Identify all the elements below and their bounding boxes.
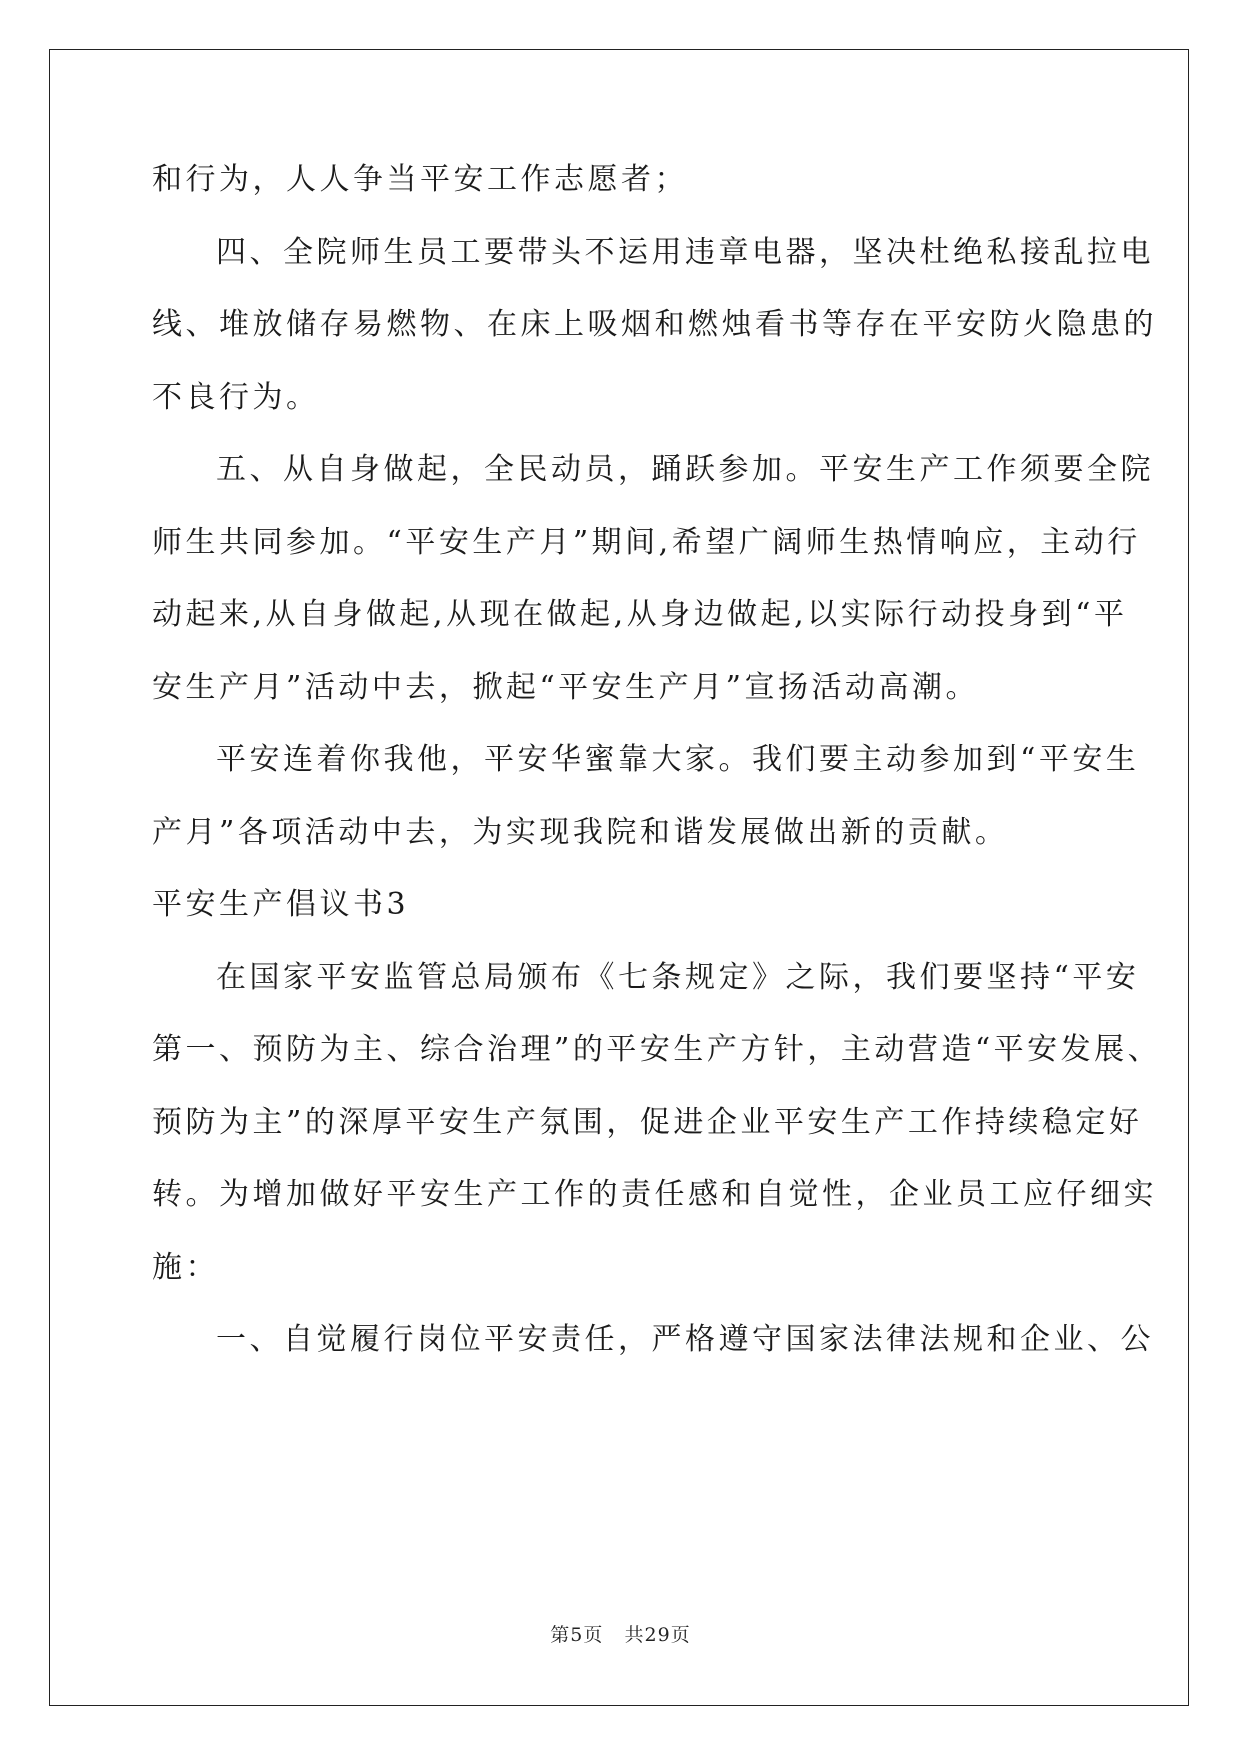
section-heading: 平安生产倡议书3 bbox=[152, 887, 410, 922]
page-footer bbox=[0, 1620, 1241, 1647]
total-prefix: 共 bbox=[624, 1624, 645, 1646]
text-line: 预防为主”的深厚平安生产氛围，促进企业平安生产工作持续稳定好 bbox=[152, 1105, 1143, 1140]
text-line: 动起来,从自身做起,从现在做起,从身边做起,以实际行动投身到“平 bbox=[152, 597, 1128, 632]
page-number: 5 bbox=[570, 1624, 584, 1646]
text-line: 产月”各项活动中去，为实现我院和谐发展做出新的贡献。 bbox=[152, 815, 1009, 850]
total-pages: 29 bbox=[644, 1624, 671, 1646]
text-line: 转。为增加做好平安生产工作的责任感和自觉性，企业员工应仔细实 bbox=[152, 1177, 1157, 1212]
text-line: 四、全院师生员工要带头不运用违章电器，坚决杜绝私接乱拉电 bbox=[216, 235, 1154, 270]
total-suffix: 页 bbox=[670, 1624, 691, 1646]
text-line: 五、从自身做起，全民动员，踊跃参加。平安生产工作须要全院 bbox=[216, 452, 1154, 487]
text-line: 在国家平安监管总局颁布《七条规定》之际，我们要坚持“平安 bbox=[216, 960, 1140, 995]
text-line: 第一、预防为主、综合治理”的平安生产方针，主动营造“平安发展、 bbox=[152, 1032, 1162, 1067]
page-prefix: 第 bbox=[550, 1624, 571, 1646]
text-line: 和行为，人人争当平安工作志愿者； bbox=[152, 162, 688, 197]
text-line: 不良行为。 bbox=[152, 380, 320, 415]
text-line: 一、自觉履行岗位平安责任，严格遵守国家法律法规和企业、公 bbox=[216, 1322, 1154, 1357]
page-border bbox=[49, 49, 1189, 1706]
text-line: 平安连着你我他，平安华蜜靠大家。我们要主动参加到“平安生 bbox=[216, 742, 1140, 777]
page-suffix: 页 bbox=[583, 1624, 604, 1646]
text-line: 线、堆放储存易燃物、在床上吸烟和燃烛看书等存在平安防火隐患的 bbox=[152, 307, 1157, 342]
text-line: 师生共同参加。“平安生产月”期间,希望广阔师生热情响应，主动行 bbox=[152, 525, 1141, 560]
text-line: 安生产月”活动中去，掀起“平安生产月”宣扬活动高潮。 bbox=[152, 670, 980, 705]
text-line: 施： bbox=[152, 1250, 219, 1285]
